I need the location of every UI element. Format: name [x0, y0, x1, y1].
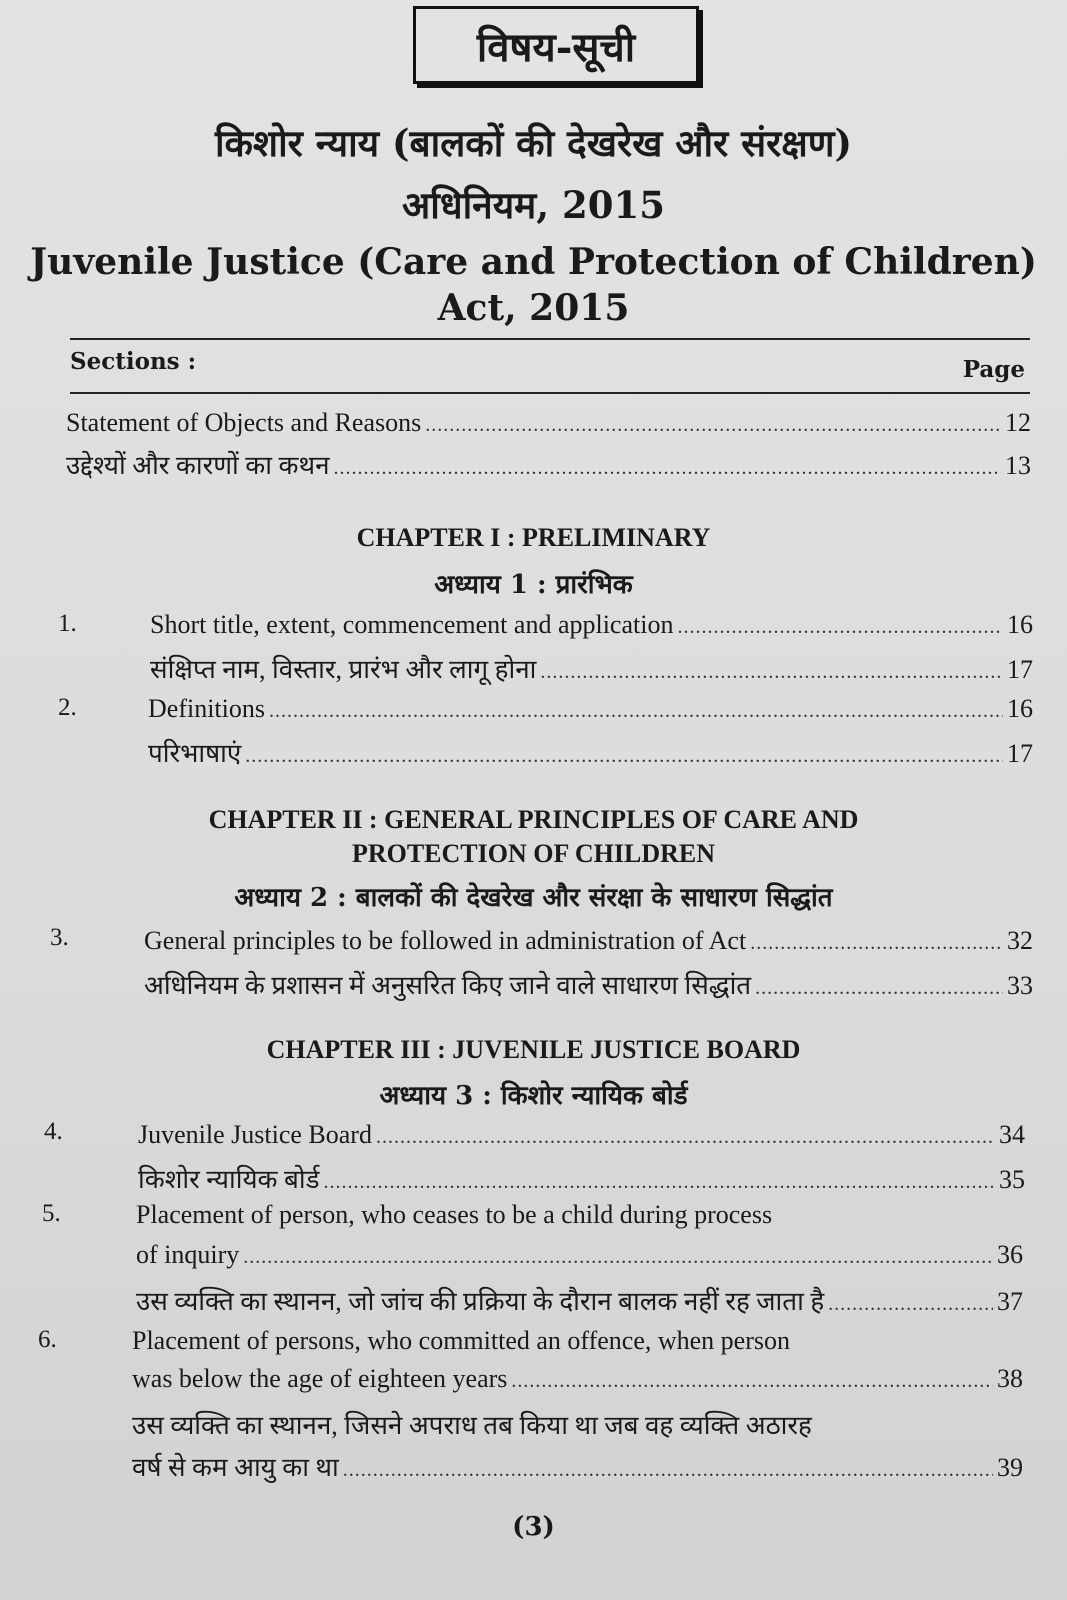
chapter-2-hindi-heading: अध्याय 2 : बालकों की देखरेख और संरक्षा के साधारण सिद्धांत — [234, 883, 833, 913]
toc-entry: वर्ष से कम आयु का था ..... 39 — [132, 1448, 1023, 1484]
section-number: 1. — [58, 610, 77, 637]
toc-entry: Definitions ..... 16 — [148, 694, 1033, 724]
section-number: 3. — [50, 924, 69, 951]
chapter-1-hindi-heading: अध्याय 1 : प्रारंभिक — [434, 570, 633, 600]
english-act-title-line1: Juvenile Justice (Care and Protection of Children) — [30, 241, 1037, 283]
toc-entry-line: Placement of persons, who committed an offence, when person — [132, 1326, 790, 1355]
section-number: 5. — [42, 1200, 61, 1227]
toc-entry: Short title, extent, commencement and application ..... 16 — [150, 610, 1033, 640]
chapter-2-heading-line2: PROTECTION OF CHILDREN — [351, 839, 716, 868]
toc-entry: उस व्यक्ति का स्थानन, जो जांच की प्रक्रिया के दौरान बालक नहीं रह जाता है ..... 37 — [136, 1282, 1023, 1318]
contents-title-box — [413, 6, 699, 84]
chapter-1-heading: CHAPTER I : PRELIMINARY — [356, 523, 711, 552]
toc-entry-line: Placement of person, who ceases to be a child during process — [136, 1200, 773, 1229]
chapter-2-heading-line1: CHAPTER II : GENERAL PRINCIPLES OF CARE AND — [208, 805, 859, 834]
sections-heading: Sections : — [70, 348, 197, 375]
toc-entry-line: उस व्यक्ति का स्थानन, जिसने अपराध तब किया था जब वह व्यक्ति अठारह — [132, 1411, 812, 1440]
toc-entry: of inquiry ..... 36 — [136, 1240, 1023, 1270]
toc-entry: परिभाषाएं ..... 17 — [148, 734, 1033, 770]
toc-entry: was below the age of eighteen years ..... 38 — [132, 1364, 1023, 1394]
header-rule — [70, 392, 1030, 394]
section-number: 4. — [44, 1118, 63, 1145]
page-number-footer: (3) — [512, 1512, 555, 1542]
toc-entry-statement-en: Statement of Objects and Reasons ..... 12 — [66, 408, 1031, 438]
toc-entry: किशोर न्यायिक बोर्ड ..... 35 — [138, 1160, 1025, 1196]
chapter-3-heading: CHAPTER III : JUVENILE JUSTICE BOARD — [266, 1035, 801, 1064]
english-act-title-line2: Act, 2015 — [437, 287, 630, 329]
toc-entry: संक्षिप्त नाम, विस्तार, प्रारंभ और लागू होना ..... 17 — [150, 650, 1033, 686]
section-number: 2. — [58, 694, 77, 721]
section-number: 6. — [38, 1326, 57, 1353]
hindi-act-title-line2: अधिनियम, 2015 — [401, 183, 666, 227]
toc-entry-statement-hi: उद्देश्यों और कारणों का कथन ..... 13 — [66, 446, 1031, 482]
contents-title: विषय-सूची — [476, 23, 636, 71]
top-rule — [70, 338, 1030, 340]
chapter-3-hindi-heading: अध्याय 3 : किशोर न्यायिक बोर्ड — [379, 1081, 688, 1111]
toc-entry: Juvenile Justice Board ..... 34 — [138, 1120, 1025, 1150]
toc-entry: अधिनियम के प्रशासन में अनुसरित किए जाने वाले साधारण सिद्धांत ..... 33 — [144, 966, 1033, 1002]
page-heading: Page — [962, 356, 1025, 383]
toc-entry: General principles to be followed in administration of Act ..... 32 — [144, 926, 1033, 956]
hindi-act-title-line1: किशोर न्याय (बालकों की देखरेख और संरक्षण) — [214, 121, 853, 165]
